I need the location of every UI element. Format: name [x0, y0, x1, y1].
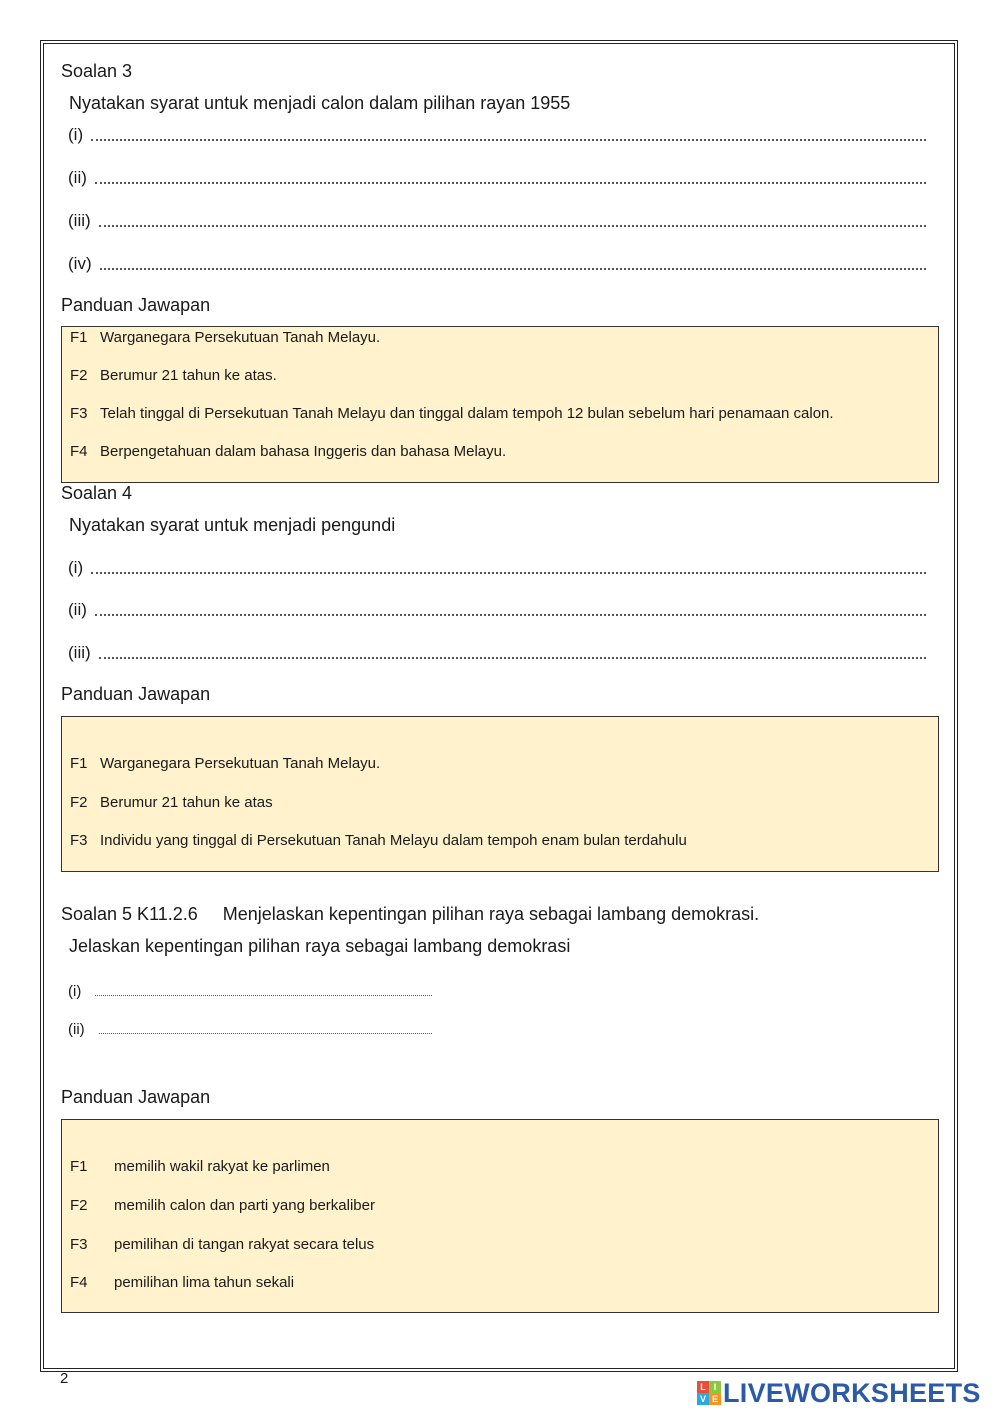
answer-line-3-3[interactable]	[68, 209, 926, 231]
logo-mark-icon: L I V E	[697, 1381, 721, 1405]
guide-heading-3: Panduan Jawapan	[61, 295, 211, 315]
line-label: (iv)	[68, 254, 92, 273]
line-label: (i)	[68, 125, 84, 144]
page-number: 2	[60, 1370, 69, 1387]
guide-heading-4: Panduan Jawapan	[61, 684, 211, 704]
dotted-line	[95, 614, 926, 616]
answer-guide-box-3	[61, 326, 939, 483]
soalan-3-heading: Soalan 3	[61, 61, 133, 81]
answer-guide-box-5	[61, 1119, 939, 1313]
line-label: (ii)	[68, 1021, 85, 1038]
line-label: (ii)	[68, 600, 87, 619]
logo-text: LIVEWORKSHEETS	[723, 1377, 981, 1408]
dotted-line	[95, 995, 432, 996]
dotted-line	[99, 225, 926, 227]
answer-line-3-4[interactable]	[68, 252, 926, 274]
answer-line-3-1[interactable]	[68, 123, 926, 145]
answer-line-5-2[interactable]	[68, 1016, 432, 1038]
dotted-line	[95, 182, 926, 184]
guide-item: F3 Telah tinggal di Persekutuan Tanah Melayu dan tinggal dalam tempoh 12 bulan sebelum hari penamaan calon.	[70, 405, 834, 422]
soalan-3-question: Nyatakan syarat untuk menjadi calon dalam pilihan rayan 1955	[69, 93, 571, 113]
dotted-line	[100, 268, 926, 270]
line-label: (iii)	[68, 643, 91, 662]
answer-guide-box-4	[61, 716, 939, 872]
answer-line-4-3[interactable]	[68, 641, 926, 663]
dotted-line	[99, 657, 926, 659]
guide-item: F1 memilih wakil rakyat ke parlimen	[70, 1158, 330, 1175]
guide-item: F1 Warganegara Persekutuan Tanah Melayu.	[70, 755, 381, 772]
soalan-4-heading: Soalan 4	[61, 483, 133, 503]
guide-item: F3 pemilihan di tangan rakyat secara telus	[70, 1236, 375, 1253]
guide-item: F4 pemilihan lima tahun sekali	[70, 1274, 295, 1291]
soalan-5-heading: Soalan 5 K11.2.6 Menjelaskan kepentingan pilihan raya sebagai lambang demokrasi.	[61, 904, 760, 924]
answer-line-5-1[interactable]	[68, 978, 432, 1000]
guide-item: F4 Berpengetahuan dalam bahasa Inggeris dan bahasa Melayu.	[70, 443, 507, 460]
guide-item: F3 Individu yang tinggal di Persekutuan Tanah Melayu dalam tempoh enam bulan terdahulu	[70, 832, 687, 849]
guide-item: F2 Berumur 21 tahun ke atas.	[70, 367, 277, 384]
guide-item: F2 Berumur 21 tahun ke atas	[70, 794, 273, 811]
answer-line-3-2[interactable]	[68, 166, 926, 188]
line-label: (i)	[68, 983, 82, 1000]
guide-item: F1 Warganegara Persekutuan Tanah Melayu.	[70, 329, 381, 346]
dotted-line	[91, 572, 926, 574]
line-label: (i)	[68, 558, 84, 577]
guide-item: F2 memilih calon dan parti yang berkaliber	[70, 1197, 375, 1214]
soalan-5-question: Jelaskan kepentingan pilihan raya sebagai lambang demokrasi	[69, 936, 571, 956]
answer-line-4-2[interactable]	[68, 598, 926, 620]
dotted-line	[99, 1033, 432, 1034]
dotted-line	[91, 139, 926, 141]
guide-heading-5: Panduan Jawapan	[61, 1087, 211, 1107]
answer-line-4-1[interactable]	[68, 556, 926, 578]
line-label: (iii)	[68, 211, 91, 230]
liveworksheets-logo[interactable]	[697, 1378, 981, 1408]
line-label: (ii)	[68, 168, 87, 187]
soalan-4-question: Nyatakan syarat untuk menjadi pengundi	[69, 515, 396, 535]
